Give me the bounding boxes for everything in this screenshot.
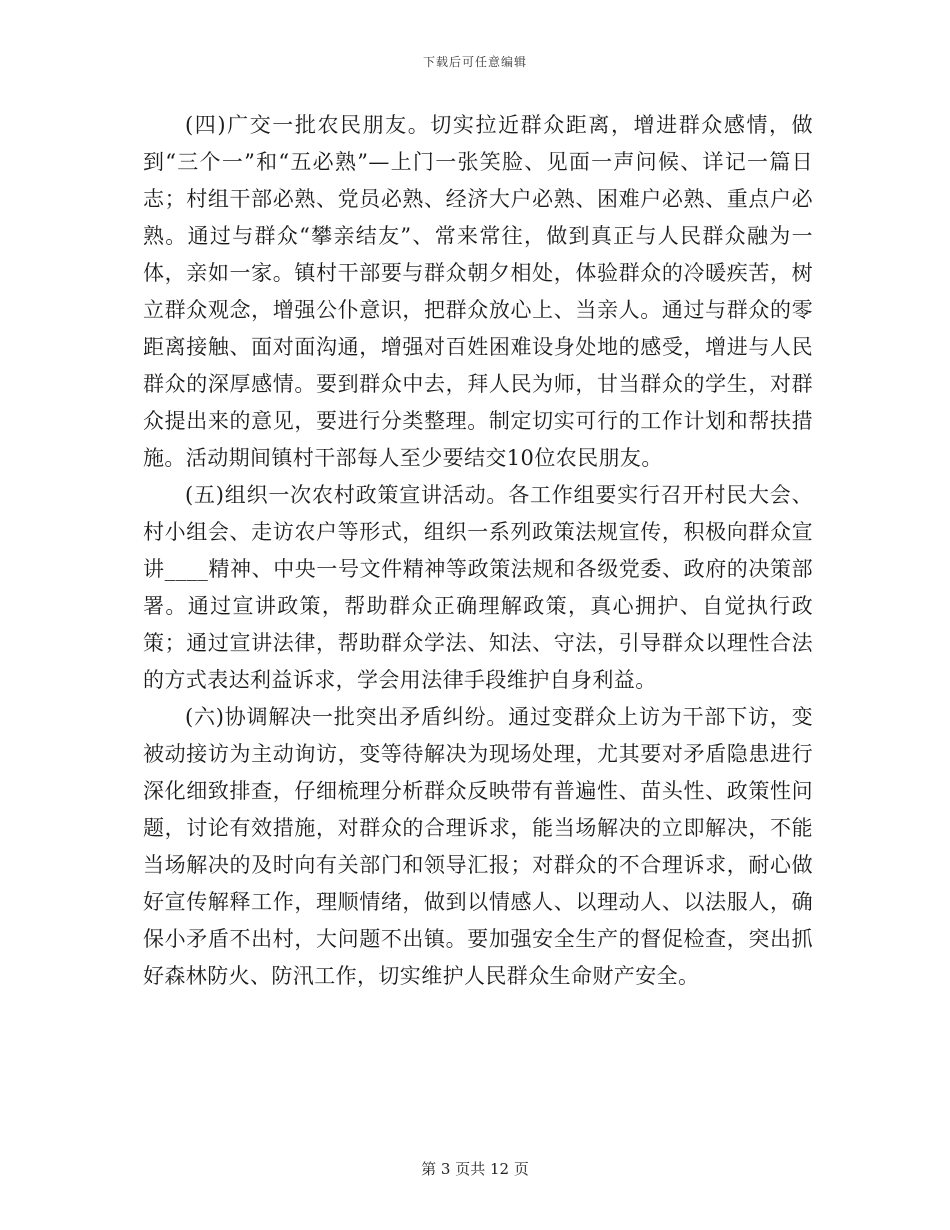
page-header: 下载后可任意编辑	[422, 55, 527, 69]
page-number-footer: 第 3 页共 12 页	[421, 1160, 529, 1178]
paragraph-resolve-disputes: (六)协调解决一批突出矛盾纠纷。通过变群众上访为干部下访，变被动接访为主动询访，变等待解决为现场处理，尤其要对矛盾隐患进行深化细致排查，仔细梳理分析群众反映带有普遍性、苗头性、政策性问题，讨论有效措施，对群众的合理诉求，能当场解决的立即解决，不能当场解决的及时向有关部门和领导汇报；对群众的不合理诉求，耐心做好宣传解释工作，理顺情绪，做到以情感人、以理动人、以法服人，确保小矛盾不出村，大问题不出镇。要加强安全生产的督促检查，突出抓好森林防火、防汛工作，切实维护人民群众生命财产安全。	[143, 705, 813, 988]
paragraph-make-friends: (四)广交一批农民朋友。切实拉近群众距离，增进群众感情，做到“三个一”和“五必熟”—上门一张笑脸、见面一声问候、详记一篇日志；村组干部必熟、党员必熟、经济大户必熟、困难户必熟、重点户必熟。通过与群众“攀亲结友”、常来常往，做到真正与人民群众融为一体，亲如一家。镇村干部要与群众朝夕相处，体验群众的冷暖疾苦，树立群众观念，增强公仆意识，把群众放心上、当亲人。通过与群众的零距离接触、面对面沟通，增强对百姓困难设身处地的感受，增进与人民群众的深厚感情。要到群众中去，拜人民为师，甘当群众的学生，对群众提出来的意见，要进行分类整理。制定切实可行的工作计划和帮扶措施。活动期间镇村干部每人至少要结交10位农民朋友。	[143, 113, 813, 470]
document-body	[143, 107, 813, 995]
paragraph-policy-outreach: (五)组织一次农村政策宣讲活动。各工作组要实行召开村民大会、村小组会、走访农户等形式，组织一系列政策法规宣传，积极向群众宣讲____精神、中央一号文件精神等政策法规和各级党委、政府的决策部署。通过宣讲政策，帮助群众正确理解政策，真心拥护、自觉执行政策；通过宣讲法律，帮助群众学法、知法、守法，引导群众以理性合法的方式表达利益诉求，学会用法律手段维护自身利益。	[143, 483, 813, 692]
